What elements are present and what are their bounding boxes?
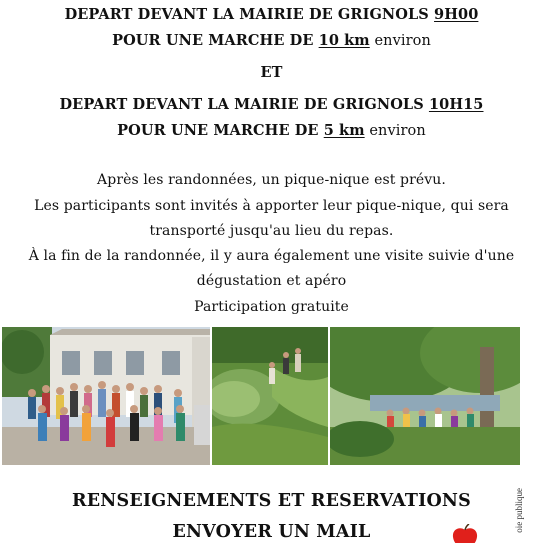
info-line: Les participants sont invités à apporter leur pique-nique, qui sera xyxy=(34,198,509,214)
info-line: Après les randonnées, un pique-nique est prévu. xyxy=(97,172,446,188)
and-separator: ET xyxy=(260,64,283,81)
walk2-dist-suffix: environ xyxy=(364,123,426,139)
walk1-departure xyxy=(0,6,543,23)
walk2-time: 10H15 xyxy=(428,96,484,113)
photo-group-at-town-hall xyxy=(2,327,210,465)
walk2-prefix: DEPART DEVANT LA MAIRIE DE GRIGNOLS xyxy=(59,96,429,113)
apple-icon xyxy=(450,524,480,543)
footer-mail-heading: ENVOYER UN MAIL xyxy=(172,522,371,542)
walk2-dist-prefix: POUR UNE MARCHE DE xyxy=(117,122,324,139)
walk1-dist-prefix: POUR UNE MARCHE DE xyxy=(112,32,319,49)
photo-pond-walk xyxy=(212,327,328,465)
walk1-distance xyxy=(0,32,543,49)
vertical-caption-text: oie publique xyxy=(514,488,524,533)
walk1-dist-suffix: environ xyxy=(369,33,431,49)
walk2-km: 5 km xyxy=(323,122,365,139)
photo-picnic-under-trees xyxy=(330,327,520,465)
walk1-time: 9H00 xyxy=(434,6,479,23)
info-line: transporté jusqu'au lieu du repas. xyxy=(149,223,394,239)
footer-info-heading: RENSEIGNEMENTS ET RESERVATIONS xyxy=(72,491,471,511)
vertical-caption xyxy=(514,488,528,543)
walk2-departure xyxy=(0,96,543,113)
info-line: dégustation et apéro xyxy=(196,273,347,289)
walk1-prefix: DEPART DEVANT LA MAIRIE DE GRIGNOLS xyxy=(64,6,435,23)
info-line: À la fin de la randonnée, il y aura également une visite suivie d'une xyxy=(28,248,515,264)
walk2-distance xyxy=(0,122,543,139)
walk1-km: 10 km xyxy=(318,32,370,49)
info-line: Participation gratuite xyxy=(194,299,349,315)
